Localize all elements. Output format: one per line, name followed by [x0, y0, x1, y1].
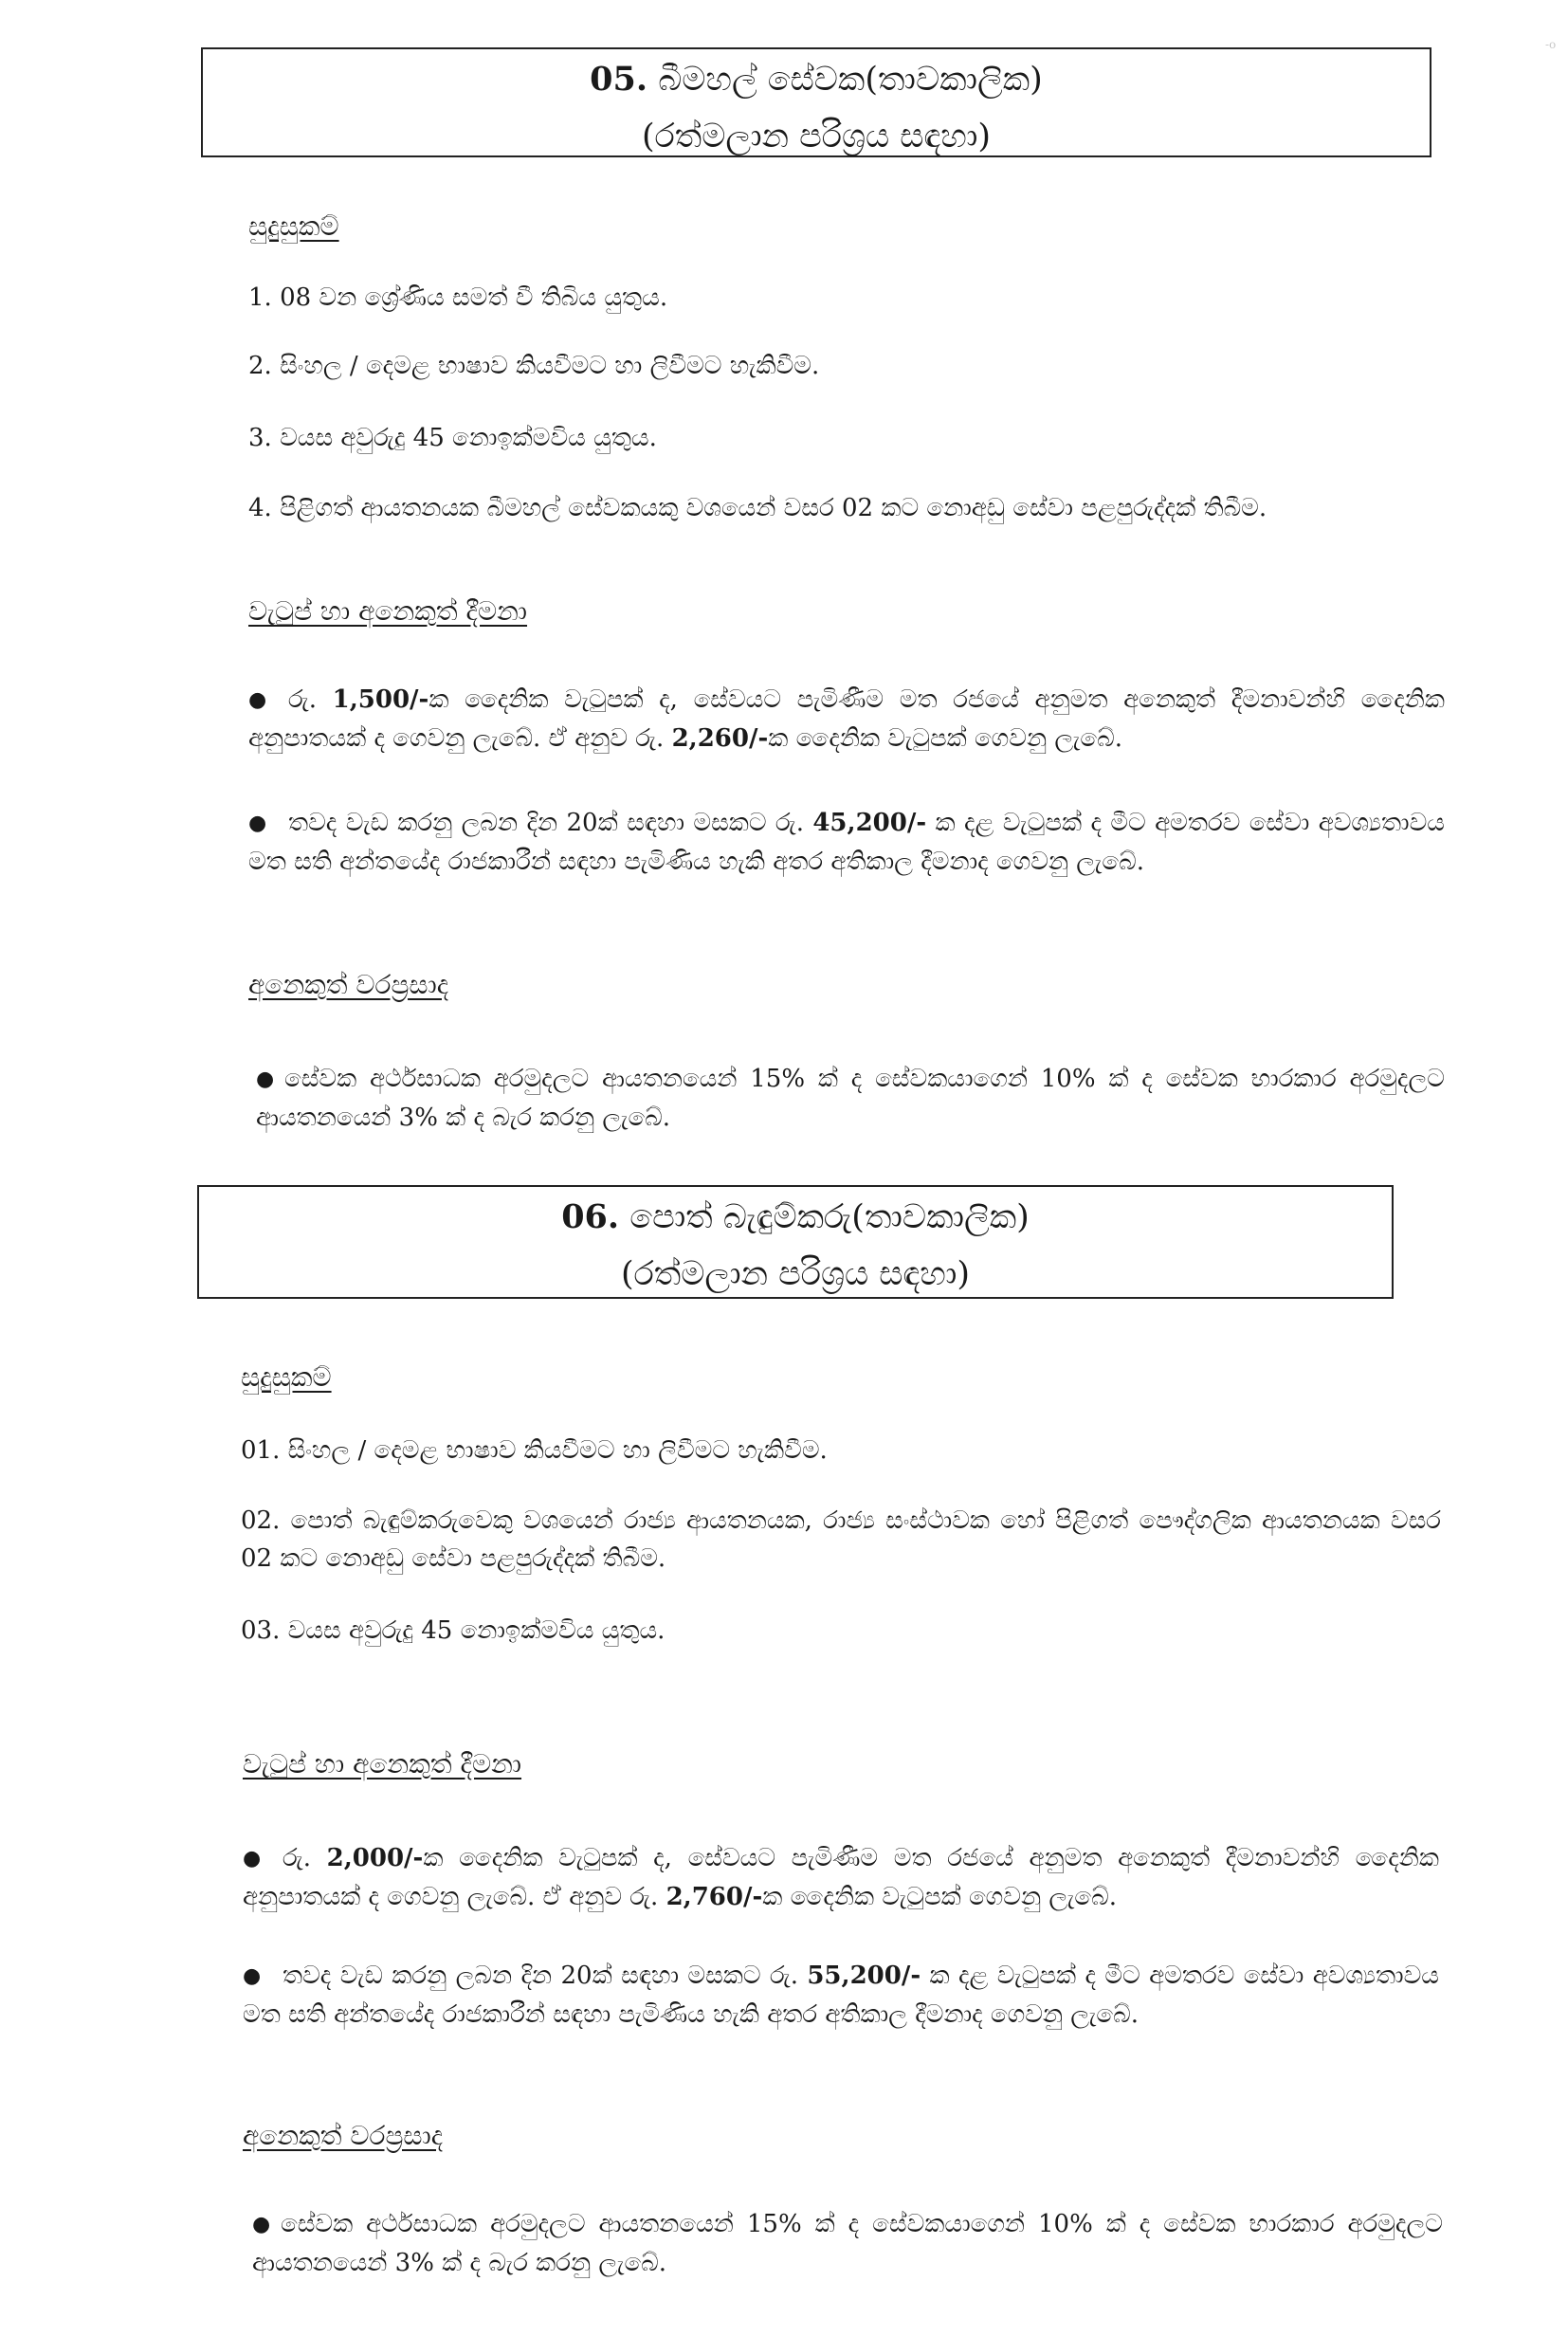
section-6-salary-bullet-2: ● තවද වැඩ කරනු ලබන දින 20ක් සඳහා මසකට රු. 55,200/- ක දළ වැටුපක් ද මීට අමතරව සේවා අවශ්‍යතාවය මත සති අන්තයේද රාජකාරීන් සඳහා පැමිණිය හැකි අතර අතිකාල දීමනාද ගෙවනු ලැබේ. [243, 1957, 1439, 2035]
section-6-salary-heading: වැටුප් හා අනෙකුත් දීමනා [243, 1748, 522, 1779]
section-5-salary-heading: වැටුප් හා අනෙකුත් දීමනා [248, 595, 528, 627]
section-5-title-box [201, 47, 1431, 157]
section-5-title: 05. බීමහල් සේවක(තාවකාලික) [590, 60, 1043, 99]
monthly-gross-salary-amount: 55,200/- [807, 1962, 921, 1990]
monthly-gross-salary-amount: 45,200/- [812, 809, 927, 837]
section-6-qualifications-heading: සුදුසුකම් [241, 1361, 332, 1393]
section-5-qualifications-heading: සුදුසුකම් [248, 210, 339, 242]
section-6-benefits-heading: අනෙකුත් වරප්‍රසාද [243, 2120, 444, 2151]
section-5-benefits-heading: අනෙකුත් වරප්‍රසාද [248, 969, 449, 1000]
section-5-qualification-1: 1. 08 වන ශ්‍රේණිය සමත් වී තිබිය යුතුය. [248, 283, 668, 312]
bullet-icon: ● [243, 1964, 262, 1988]
section-5-number: 05. [590, 60, 648, 99]
bullet-icon: ● [256, 1068, 275, 1091]
bullet-icon: ● [252, 2213, 271, 2236]
daily-wage-amount: 1,500/- [332, 685, 429, 714]
section-6-benefits-bullet: ● සේවක අර්ථසාධක අරමුදලට ආයතනයෙන් 15% ක් ද සේවකයාගෙන් 10% ක් ද සේවක භාරකාර අරමුදලට ආයතනයෙන් 3% ක් ද බැර කරනු ලැබේ. [252, 2205, 1443, 2283]
total-daily-wage-amount: 2,760/- [665, 1883, 763, 1911]
bullet-icon: ● [248, 812, 267, 835]
section-6-subtitle: (රත්මලාන පරිශ්‍රය සඳහා) [620, 1255, 971, 1293]
total-daily-wage-amount: 2,260/- [671, 724, 769, 753]
section-5-qualification-3: 3. වයස අවුරුදු 45 නොඉක්මවිය යුතුය. [248, 424, 657, 452]
section-6-qualification-2: 02. පොත් බැඳුම්කරුවෙකු වශයෙන් රාජ්‍ය ආයතනයක, රාජ්‍ය සංස්ථාවක හෝ පිළිගත් පෞද්ගලික ආයතනයක වසර 02 කට නොඅඩු සේවා පළපුරුද්දක් තිබීම. [241, 1506, 1441, 1573]
section-6-number: 06. [561, 1197, 620, 1236]
scan-corner-mark: -o [1545, 38, 1557, 51]
section-6-qualification-1: 01. සිංහල / දෙමළ භාෂාව කියවීමට හා ලිවීමට හැකිවීම. [241, 1436, 828, 1465]
section-5-benefits-bullet: ● සේවක අර්ථසාධක අරමුදලට ආයතනයෙන් 15% ක් ද සේවකයාගෙන් 10% ක් ද සේවක භාරකාර අරමුදලට ආයතනයෙන් 3% ක් ද බැර කරනු ලැබේ. [256, 1060, 1445, 1138]
section-5-salary-bullet-2: ● තවද වැඩ කරනු ලබන දින 20ක් සඳහා මසකට රු. 45,200/- ක දළ වැටුපක් ද මීට අමතරව සේවා අවශ්‍යතාවය මත සති අන්තයේද රාජකාරීන් සඳහා පැමිණිය හැකි අතර අතිකාල දීමනාද ගෙවනු ලැබේ. [248, 804, 1445, 882]
section-6-title-box [197, 1185, 1394, 1299]
section-5-qualification-2: 2. සිංහල / දෙමළ භාෂාව කියවීමට හා ලිවීමට හැකිවීම. [248, 352, 820, 380]
section-5-qualification-4: 4. පිළිගත් ආයතනයක බීමහල් සේවකයකු වශයෙන් වසර 02 කට නොඅඩු සේවා පළපුරුද්දක් තිබීම. [248, 494, 1267, 522]
section-5-subtitle: (රත්මලාන පරිශ්‍රය සඳහා) [641, 118, 992, 155]
bullet-icon: ● [248, 688, 267, 712]
section-6-salary-bullet-1: ● රු. 2,000/-ක දෛනික වැටුපක් ද, සේවයට පැමිණීම මත රජයේ අනුමත අනෙකුත් දීමනාවන්හි දෛනික අනුපාතයක් ද ගෙවනු ලැබේ. ඒ අනුව රු. 2,760/-ක දෛනික වැටුපක් ගෙවනු ලැබේ. [243, 1839, 1439, 1917]
section-6-qualification-3: 03. වයස අවුරුදු 45 නොඉක්මවිය යුතුය. [241, 1616, 665, 1645]
bullet-icon: ● [243, 1847, 262, 1871]
section-5-salary-bullet-1: ● රු. 1,500/-ක දෛනික වැටුපක් ද, සේවයට පැමිණීම මත රජයේ අනුමත අනෙකුත් දීමනාවන්හි දෛනික අනුපාතයක් ද ගෙවනු ලැබේ. ඒ අනුව රු. 2,260/-ක දෛනික වැටුපක් ගෙවනු ලැබේ. [248, 681, 1445, 758]
daily-wage-amount: 2,000/- [326, 1844, 424, 1872]
section-6-title: 06. පොත් බැඳුම්කරු(තාවකාලික) [561, 1197, 1030, 1236]
